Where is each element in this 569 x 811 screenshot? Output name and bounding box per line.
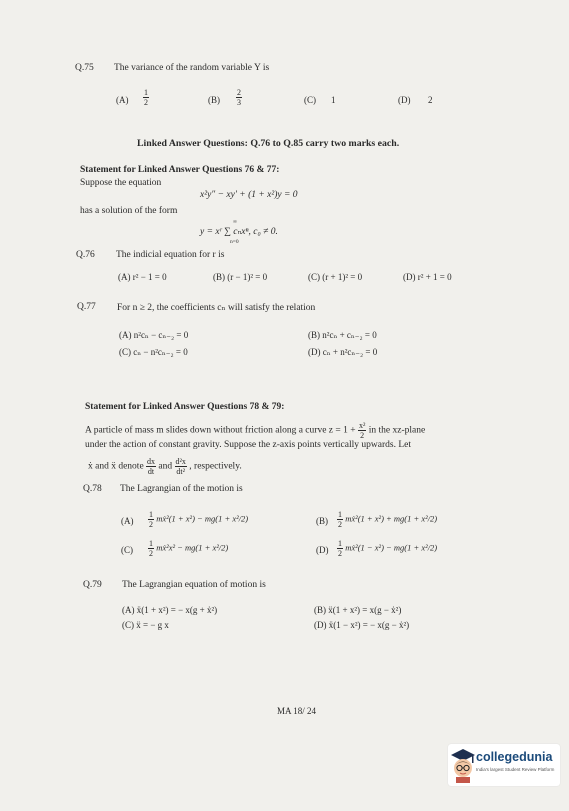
statement-line bbox=[85, 421, 425, 440]
question-number-77: Q.77 bbox=[77, 302, 96, 312]
question-text-75: The variance of the random variable Y is bbox=[114, 63, 270, 73]
option-d: (D) ẍ(1 − x²) = − x(g − ẋ²) bbox=[314, 620, 410, 630]
question-text-79: The Lagrangian equation of motion is bbox=[122, 580, 266, 590]
logo-name: collegedunia bbox=[476, 750, 553, 764]
option-c: $\frac{1}{2}$ mẋ²x² − mg(1 + x²/2) bbox=[149, 539, 229, 558]
option-c-value: 1 bbox=[331, 95, 336, 105]
question-number-78: Q.78 bbox=[83, 484, 102, 494]
option-b-label: (B) bbox=[208, 95, 220, 105]
question-text-77: For n ≥ 2, the coefficients cₙ will satisfy the relation bbox=[117, 303, 316, 313]
option-d: (D) cₙ + n²cₙ₋₂ = 0 bbox=[308, 347, 378, 357]
statement-title-76-77: Statement for Linked Answer Questions 76 & 77: bbox=[80, 165, 280, 175]
option-a-label: (A) bbox=[121, 516, 134, 526]
option-c: (C) cₙ − n²cₙ₋₂ = 0 bbox=[119, 347, 188, 357]
option-c: (C) ẍ = − g x bbox=[122, 620, 169, 630]
option-b: (B) ẍ(1 + x²) = x(g − ẋ²) bbox=[314, 605, 402, 615]
statement-title-78-79: Statement for Linked Answer Questions 78 & 79: bbox=[85, 402, 285, 412]
statement-line: Suppose the equation bbox=[80, 178, 162, 188]
option-d-value: 2 bbox=[428, 95, 433, 105]
linked-answer-header: Linked Answer Questions: Q.76 to Q.85 carry two marks each. bbox=[137, 138, 400, 149]
option-a: (A) r² − 1 = 0 bbox=[118, 272, 167, 282]
statement-text: ẋ and ẍ denote bbox=[88, 461, 144, 472]
option-d: (D) r² + 1 = 0 bbox=[403, 272, 452, 282]
option-c-label: (C) bbox=[121, 545, 133, 555]
statement-line: has a solution of the form bbox=[80, 206, 178, 216]
sum-lower-limit: n=0 bbox=[230, 239, 239, 245]
option-c-label: (C) bbox=[304, 95, 316, 105]
option-a: $\frac{1}{2}$ mẋ²(1 + x²) − mg(1 + x²/2) bbox=[149, 510, 249, 529]
page-footer: MA 18/ 24 bbox=[277, 706, 317, 716]
statement-text: and bbox=[158, 461, 173, 472]
statement-text: in the xz-plane bbox=[368, 425, 426, 436]
option-c: (C) (r + 1)² = 0 bbox=[308, 272, 363, 282]
equation-series: y = xʳ ∑ cₙxⁿ, c₀ ≠ 0. bbox=[200, 227, 278, 237]
option-b: (B) (r − 1)² = 0 bbox=[213, 272, 268, 282]
velocity-fraction: $\frac{dx}{dt}$ bbox=[147, 457, 156, 476]
sum-upper-limit: ∞ bbox=[233, 219, 237, 225]
question-number-79: Q.79 bbox=[83, 580, 102, 590]
option-d: $\frac{1}{2}$ mẋ²(1 − x²) − mg(1 + x²/2) bbox=[338, 539, 438, 558]
question-number-76: Q.76 bbox=[76, 250, 95, 260]
question-text-76: The indicial equation for r is bbox=[116, 250, 225, 260]
option-a-fraction: $\frac{1}{2}$ bbox=[144, 88, 148, 107]
option-a-label: (A) bbox=[116, 95, 129, 105]
acceleration-fraction: $\frac{\text{d²x}}{\text{dt²}}$ bbox=[175, 457, 186, 476]
option-a: (A) n²cₙ − cₙ₋₂ = 0 bbox=[119, 330, 189, 340]
statement-text: A particle of mass m slides down without friction along a curve z = 1 + bbox=[85, 425, 356, 436]
collegedunia-logo bbox=[448, 744, 560, 786]
option-a: (A) ẍ(1 + x²) = − x(g + ẋ²) bbox=[122, 605, 218, 615]
question-text-78: The Lagrangian of the motion is bbox=[120, 484, 243, 494]
option-b-label: (B) bbox=[316, 516, 328, 526]
statement-line: under the action of constant gravity. Suppose the z-axis points vertically upwards. Let bbox=[85, 440, 411, 450]
curve-fraction: $\frac{\text{x²}}{2}$ bbox=[358, 421, 366, 440]
logo-tagline: India's largest Student Review Platform bbox=[476, 767, 555, 772]
option-b-fraction: $\frac{2}{3}$ bbox=[237, 88, 241, 107]
statement-line bbox=[88, 457, 242, 476]
equation-ode: x²y″ − xy′ + (1 + x²)y = 0 bbox=[200, 190, 298, 200]
option-d-label: (D) bbox=[398, 95, 411, 105]
graduate-icon bbox=[450, 747, 476, 783]
option-b: (B) n²cₙ + cₙ₋₂ = 0 bbox=[308, 330, 377, 340]
option-d-label: (D) bbox=[316, 545, 329, 555]
option-b: $\frac{1}{2}$ mẋ²(1 + x²) + mg(1 + x²/2) bbox=[338, 510, 438, 529]
question-number-75: Q.75 bbox=[75, 63, 94, 73]
statement-text: , respectively. bbox=[189, 461, 242, 472]
